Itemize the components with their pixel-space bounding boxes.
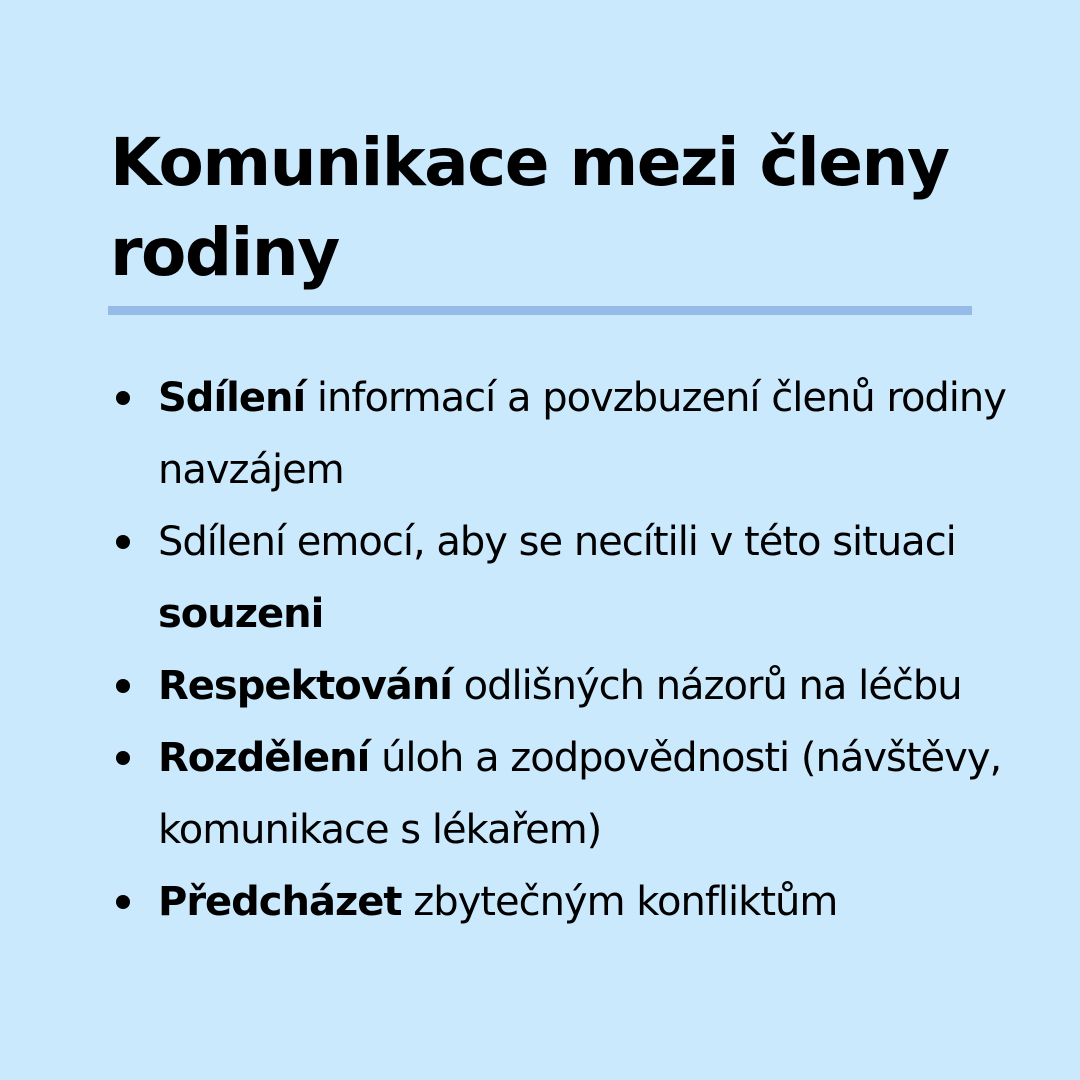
list-item xyxy=(158,362,1038,506)
item-text-bold: Respektování xyxy=(158,663,452,709)
item-text-post: úloh a zodpovědnosti (návštěvy, komunikace s lékařem) xyxy=(158,735,1002,853)
title-divider xyxy=(108,306,972,315)
bullet-dot-icon xyxy=(116,751,130,765)
bullet-dot-icon xyxy=(116,895,130,909)
item-text-post: zbytečným konfliktům xyxy=(401,879,838,925)
list-item xyxy=(158,722,1038,866)
item-text-post: informací a povzbuzení členů rodiny navzájem xyxy=(158,375,1006,493)
list-item xyxy=(158,650,1038,722)
list-item xyxy=(158,506,1038,650)
bullet-list xyxy=(158,362,1038,938)
bullet-dot-icon xyxy=(116,535,130,549)
item-text-bold: Předcházet xyxy=(158,879,402,925)
list-item xyxy=(158,866,1038,938)
item-text-bold: Sdílení xyxy=(158,375,306,421)
bullet-dot-icon xyxy=(116,679,130,693)
item-text-post: odlišných názorů na léčbu xyxy=(451,663,962,709)
item-text-pre: Sdílení emocí, aby se necítili v této situaci xyxy=(158,519,956,565)
bullet-dot-icon xyxy=(116,391,130,405)
item-text-bold: Rozdělení xyxy=(158,735,370,781)
item-text-bold: souzeni xyxy=(158,591,324,637)
page-title: Komunikace mezi členy rodiny xyxy=(110,124,949,291)
